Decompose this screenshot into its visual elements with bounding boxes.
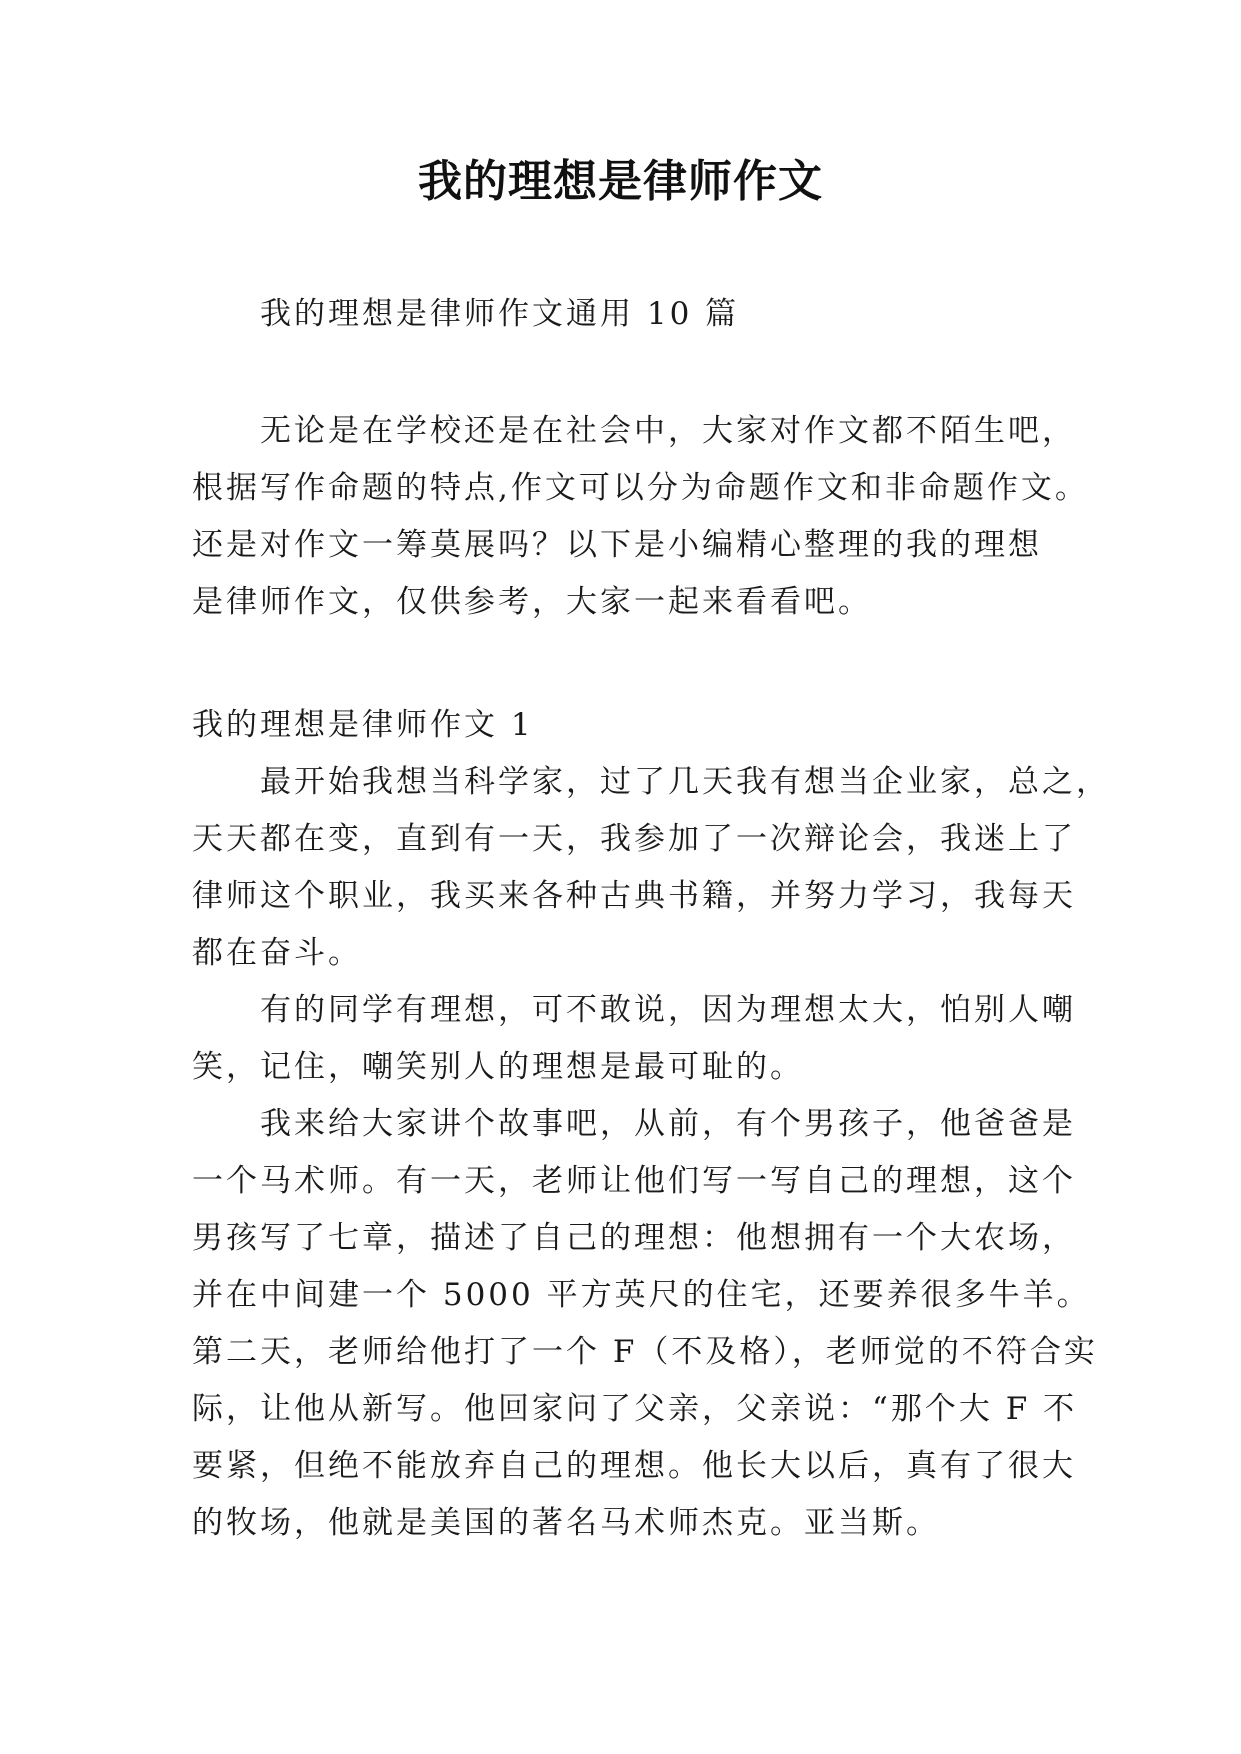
intro-line: 根据写作命题的特点,作文可以分为命题作文和非命题作文。 (192, 470, 1089, 506)
paragraph-1 (192, 754, 1110, 982)
paragraph-line: 要紧，但绝不能放弃自己的理想。他长大以后，真有了很大 (192, 1448, 1076, 1484)
paragraph-line: 我来给大家讲个故事吧，从前，有个男孩子，他爸爸是 (260, 1106, 1076, 1142)
paragraph-line: 律师这个职业，我买来各种古典书籍，并努力学习，我每天 (192, 878, 1076, 914)
paragraph-line: 一个马术师。有一天，老师让他们写一写自己的理想，这个 (192, 1163, 1076, 1199)
paragraph-2 (192, 982, 1076, 1096)
paragraph-line: 最开始我想当科学家，过了几天我有想当企业家，总之， (260, 764, 1110, 800)
paragraph-line: 并在中间建一个 5000 平方英尺的住宅，还要养很多牛羊。 (192, 1277, 1091, 1313)
document-body (192, 286, 1110, 1552)
document-title: 我的理想是律师作文 (418, 156, 823, 207)
paragraph-line: 际，让他从新写。他回家问了父亲，父亲说：“那个大 F 不 (192, 1391, 1078, 1427)
intro-line: 无论是在学校还是在社会中，大家对作文都不陌生吧， (260, 413, 1076, 449)
paragraph-line: 笑，记住，嘲笑别人的理想是最可耻的。 (192, 1049, 804, 1085)
paragraph-line: 第二天，老师给他打了一个 F（不及格），老师觉的不符合实 (192, 1334, 1098, 1370)
paragraph-line: 天天都在变，直到有一天，我参加了一次辩论会，我迷上了 (192, 821, 1076, 857)
intro-line: 还是对作文一筹莫展吗？以下是小编精心整理的我的理想 (192, 527, 1042, 563)
intro-paragraph (192, 403, 1089, 631)
section-heading: 我的理想是律师作文 1 (192, 707, 534, 743)
paragraph-line: 都在奋斗。 (192, 935, 362, 971)
paragraph-line: 的牧场，他就是美国的著名马术师杰克。亚当斯。 (192, 1505, 940, 1541)
paragraph-3 (192, 1096, 1098, 1552)
paragraph-line: 有的同学有理想，可不敢说，因为理想太大，怕别人嘲 (260, 992, 1076, 1028)
subtitle: 我的理想是律师作文通用 10 篇 (260, 296, 740, 332)
intro-line: 是律师作文，仅供参考，大家一起来看看吧。 (192, 584, 872, 620)
paragraph-line: 男孩写了七章，描述了自己的理想：他想拥有一个大农场， (192, 1220, 1076, 1256)
